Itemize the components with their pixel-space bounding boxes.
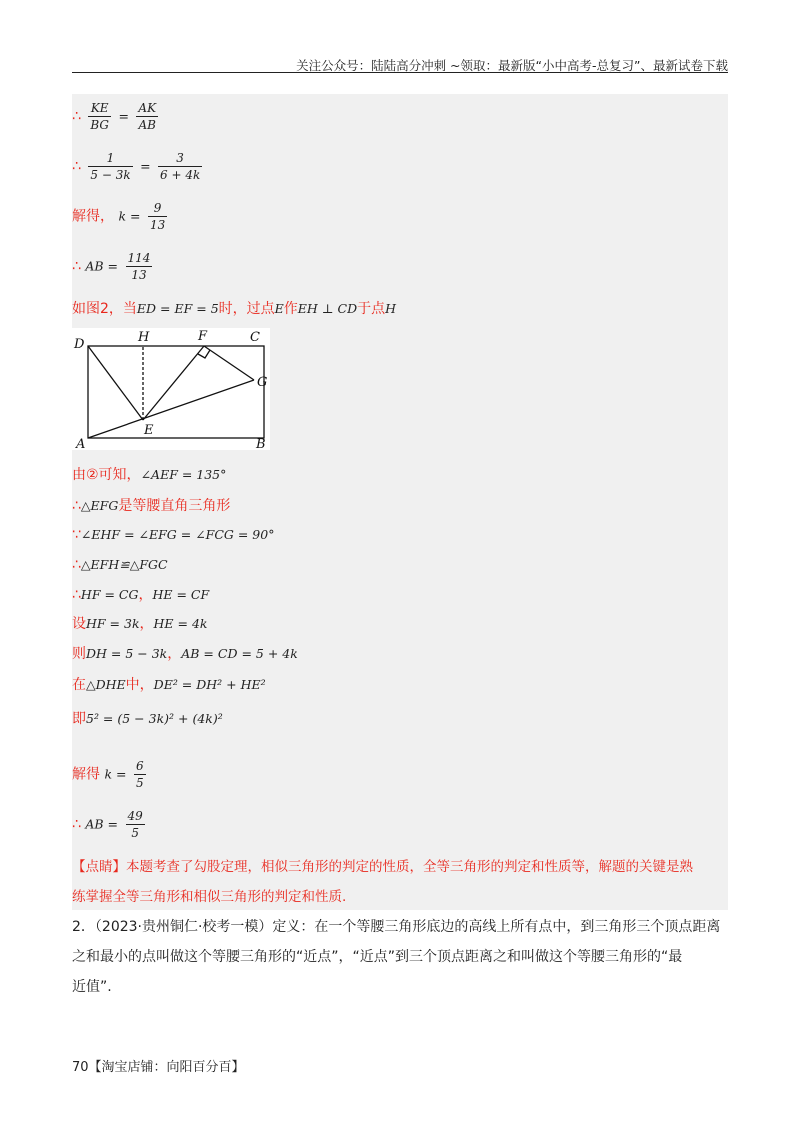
label-a: A	[76, 437, 86, 450]
label-e: E	[144, 423, 154, 438]
label-f: F	[198, 329, 208, 344]
solution-line-3: 解得， k = $\frac{9}{13}$	[72, 201, 166, 232]
question-line-1: 2．（2023·贵州铜仁·校考一模）定义：在一个等腰三角形底边的高线上所有点中，到三角形三个顶点距离	[72, 919, 721, 935]
solution-line-5: 如图2，当ED = EF = 5时，过点E作EH ⊥ CD于点H	[72, 301, 397, 317]
label-c: C	[250, 330, 260, 345]
fraction: $\frac{49}{5}$	[127, 809, 143, 840]
fraction: $\frac{6}{5}$	[135, 759, 144, 790]
question-line-2: 之和最小的点叫做这个等腰三角形的“近点”，“近点”到三个顶点距离之和叫做这个等腰三角形的“最	[72, 949, 683, 965]
fraction: $\frac{1}{5 - 3k}$	[90, 151, 131, 182]
rectangle-abcd	[88, 346, 264, 438]
label-h: H	[138, 330, 150, 345]
solution-line-14: 即5² = (5 − 3k)² + (4k)²	[72, 711, 223, 727]
fraction: $\frac{AK}{AB}$	[138, 101, 157, 132]
therefore-symbol: ∴	[72, 108, 81, 125]
fraction: $\frac{9}{13}$	[149, 201, 166, 232]
label-d: D	[74, 337, 85, 352]
geometry-diagram	[72, 328, 270, 450]
question-2	[72, 912, 728, 1002]
key-point-comment	[72, 852, 728, 912]
solution-line-1: ∴ $\frac{KE}{BG}$ = $\frac{AK}{AB}$	[72, 101, 157, 132]
label-b: B	[256, 437, 266, 450]
fraction: $\frac{114}{13}$	[127, 251, 151, 282]
solution-line-7: ∴△EFG是等腰直角三角形	[72, 498, 231, 514]
page-footer: 70【淘宝店铺：向阳百分百】	[72, 1060, 245, 1075]
segment-fg	[204, 346, 254, 380]
solution-line-11: 设HF = 3k，HE = 4k	[72, 616, 208, 632]
label-g: G	[257, 375, 268, 390]
fraction: $\frac{KE}{BG}$	[90, 101, 110, 132]
solution-line-9: ∴△EFH≌△FGC	[72, 557, 168, 573]
page-header: 关注公众号：陆陆高分冲刺 ~领取：最新版“小中高考-总复习”、最新试卷下载	[296, 58, 728, 73]
solution-line-8: ∵∠EHF = ∠EFG = ∠FCG = 90°	[72, 527, 275, 543]
solution-line-16: ∴ AB = $\frac{49}{5}$	[72, 809, 143, 840]
solution-line-12: 则DH = 5 − 3k，AB = CD = 5 + 4k	[72, 646, 298, 662]
question-line-3: 近值”.	[72, 979, 112, 995]
fraction: $\frac{3}{6 + 4k}$	[160, 151, 201, 182]
header-rule	[72, 72, 728, 73]
segment-ef	[143, 346, 204, 420]
solution-line-6: 由②可知，∠AEF = 135°	[72, 467, 227, 483]
solution-line-13: 在△DHE中，DE² = DH² + HE²	[72, 677, 266, 693]
comment-line-2: 练掌握全等三角形和相似三角形的判定和性质.	[72, 889, 347, 905]
solution-line-10: ∴HF = CG，HE = CF	[72, 587, 210, 603]
solution-line-15: 解得 k = $\frac{6}{5}$	[72, 759, 144, 790]
solution-line-4: ∴ AB = $\frac{114}{13}$	[72, 251, 151, 282]
segment-ag	[88, 380, 254, 438]
solution-line-2: ∴ $\frac{1}{5 - 3k}$ = $\frac{3}{6 + 4k}$	[72, 151, 201, 182]
geometry-figure	[72, 328, 270, 450]
segment-de	[88, 346, 143, 420]
comment-line-1: 【点睛】本题考查了勾股定理，相似三角形的判定的性质，全等三角形的判定和性质等，解题的关键是熟	[72, 859, 693, 875]
